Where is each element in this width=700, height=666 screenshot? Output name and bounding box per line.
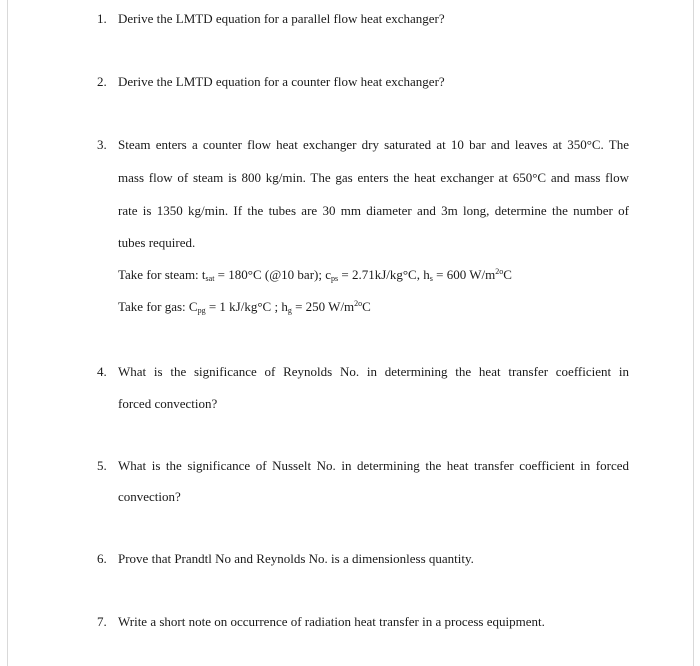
question-number: 6. (97, 551, 107, 566)
question-text-line: tubes required. (118, 235, 196, 250)
h-g-subscript: g (287, 306, 292, 315)
question-text-line: What is the significance of Nusselt No. in determining the heat transfer coefficient in forced (118, 458, 629, 473)
gas-prefix: Take for gas: C (118, 299, 198, 314)
question-text: Write a short note on occurrence of radiation heat transfer in a process equipment. (118, 614, 545, 629)
question-text-line: rate is 1350 kg/min. If the tubes are 30 mm diameter and 3m long, determine the number of (118, 203, 629, 218)
page-left-edge (7, 0, 8, 666)
t-sat-subscript: sat (205, 274, 215, 283)
question-number: 2. (97, 74, 107, 89)
h-s-value: = 600 W/m (432, 267, 496, 282)
h-s-unit: C (503, 267, 512, 282)
h-g-superscript: 2o (354, 299, 363, 308)
question-text-line: Steam enters a counter flow heat exchanger dry saturated at 10 bar and leaves at 350°C. The (118, 137, 629, 152)
h-g-value: = 250 W/m (291, 299, 355, 314)
c-pg-subscript: pg (197, 306, 206, 315)
c-ps-subscript: ps (330, 274, 339, 283)
question-number: 1. (97, 11, 107, 26)
question-text: Prove that Prandtl No and Reynolds No. is a dimensionless quantity. (118, 551, 474, 566)
steam-data-line (118, 267, 512, 283)
h-s-subscript: s (429, 274, 433, 283)
question-number: 7. (97, 614, 107, 629)
question-text: Derive the LMTD equation for a counter flow heat exchanger? (118, 74, 445, 89)
h-g-unit: C (362, 299, 371, 314)
steam-prefix: Take for steam: t (118, 267, 206, 282)
c-pg-value: = 1 kJ/kg°C ; h (205, 299, 288, 314)
gas-data-line (118, 299, 371, 315)
page-right-edge (693, 0, 694, 666)
c-ps-value: = 2.71kJ/kg°C, h (338, 267, 430, 282)
question-text: Derive the LMTD equation for a parallel flow heat exchanger? (118, 11, 445, 26)
question-text-line: What is the significance of Reynolds No. in determining the heat transfer coefficient in (118, 364, 629, 379)
question-text-line: convection? (118, 489, 181, 504)
question-number: 5. (97, 458, 107, 473)
h-s-superscript: 2o (495, 267, 504, 276)
question-number: 3. (97, 137, 107, 152)
question-number: 4. (97, 364, 107, 379)
question-text-line: mass flow of steam is 800 kg/min. The gas enters the heat exchanger at 650°C and mass flow (118, 170, 629, 185)
t-sat-value: = 180°C (@10 bar); c (214, 267, 331, 282)
question-text-line: forced convection? (118, 396, 218, 411)
